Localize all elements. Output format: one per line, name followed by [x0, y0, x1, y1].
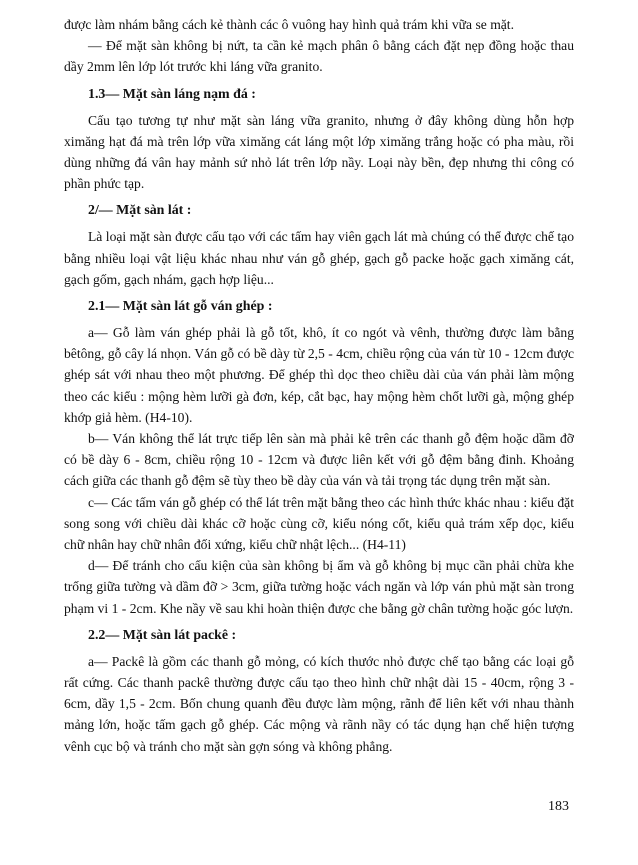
page-body — [64, 14, 574, 757]
paragraph-2-1-b: b— Ván không thể lát trực tiếp lên sàn mà phải kê trên các thanh gỗ đệm hoặc dầm đỡ có bề dày 6 - 8cm, chiều rộng 10 - 12cm và được liên kết với gỗ đệm bằng đinh. Khoảng cách giữa các thanh gỗ đệm sẽ tùy theo bề dày của ván và tải trọng tác dụng trên mặt sàn. — [64, 431, 574, 489]
paragraph-nam-da: Cấu tạo tương tự như mặt sàn láng vữa granito, nhưng ở đây không dùng hỗn hợp ximăng hạt đá mà trên lớp vữa ximăng cát láng một lớp ximăng trắng hoặc có pha màu, rồi dùng những đá vân hay mảnh sứ nhỏ lát trên lớp nầy. Loại này bền, đẹp nhưng thi công có phần phức tạp. — [64, 112, 574, 192]
paragraph-crack-prevention: — Để mặt sàn không bị nứt, ta cần kẻ mạch phân ô bằng cách đặt nẹp đồng hoặc thau dầy 2mm lên lớp lót trước khi láng vữa granito. — [64, 38, 574, 75]
heading-2: 2/— Mặt sàn lát : — [88, 203, 192, 219]
paragraph-2-1-d: d— Để tránh cho cấu kiện của sàn không bị ẩm và gỗ không bị mục cần phải chừa khe trống giữa tường và dầm đỡ > 3cm, giữa tường hoặc vách ngăn và lớp ván phủ mặt sàn trong phạm vi 1 - 2cm. Khe nầy về sau khi hoàn thiện được che bằng gờ chân tường hoặc góc lượn. — [64, 558, 574, 616]
paragraph-2-1-c: c— Các tấm ván gỗ ghép có thể lát trên mặt bằng theo các hình thức khác nhau : kiểu đặt song song với chiều dài khác cỡ hoặc cùng cỡ, kiểu nóng cốt, kiểu quả trám xếp dọc, kiểu chữ nhân hay chữ nhân đối xứng, kiểu chữ nhật lệch... (H4-11) — [64, 494, 574, 553]
heading-2-2: 2.2— Mặt sàn lát packê : — [88, 627, 237, 643]
paragraph-2-1-a: a— Gỗ làm ván ghép phải là gỗ tốt, khô, ít co ngót và vênh, thường được làm bằng bêtông, gỗ cây lá nhọn. Ván gỗ có bề dày từ 2,5 - 4cm, chiều rộng của ván từ 10 - 12cm được ghép sát với nhau theo một phương. Để ghép thì dọc theo chiều dài của ván phải làm mộng theo các kiểu : mộng hèm lưỡi gà đơn, kép, cắt bạc, hay mộng hèm chốt lưỡi gà, mộng ghép khớp giả hèm. (H4-10). — [64, 325, 574, 425]
page-number: 183 — [548, 799, 569, 814]
heading-2-1: 2.1— Mặt sàn lát gỗ ván ghép : — [88, 299, 273, 315]
paragraph-continuation: được làm nhám bằng cách kẻ thành các ô vuông hay hình quả trám khi vữa se mặt. — [64, 17, 514, 32]
paragraph-2-2-a: a— Packê là gồm các thanh gỗ mỏng, có kích thước nhỏ được chế tạo bằng các loại gỗ rất cứng. Các thanh packê thường được cấu tạo theo hình chữ nhật dài 15 - 40cm, rộng 3 - 6cm, dầy 1,5 - 2cm. Bốn chung quanh đều được làm mộng, rãnh để liên kết với nhau thành mảng lớn, hoặc tấm gạch gỗ ghép. Các mộng và rãnh nầy có tác dụng hạn chế hiện tượng vênh cục bộ và tránh cho mặt sàn gợn sóng và không phẳng. — [64, 653, 574, 754]
paragraph-mat-san-lat: Là loại mặt sàn được cấu tạo với các tấm hay viên gạch lát mà chúng có thể được chế tạo bằng nhiều loại vật liệu khác nhau như ván gỗ ghép, gạch gỗ packe hoặc gạch ximăng cát, gạch gốm, gạch nhám, gạch hợp liệu... — [64, 229, 574, 287]
heading-1-3: 1.3— Mặt sàn láng nạm đá : — [88, 86, 256, 102]
